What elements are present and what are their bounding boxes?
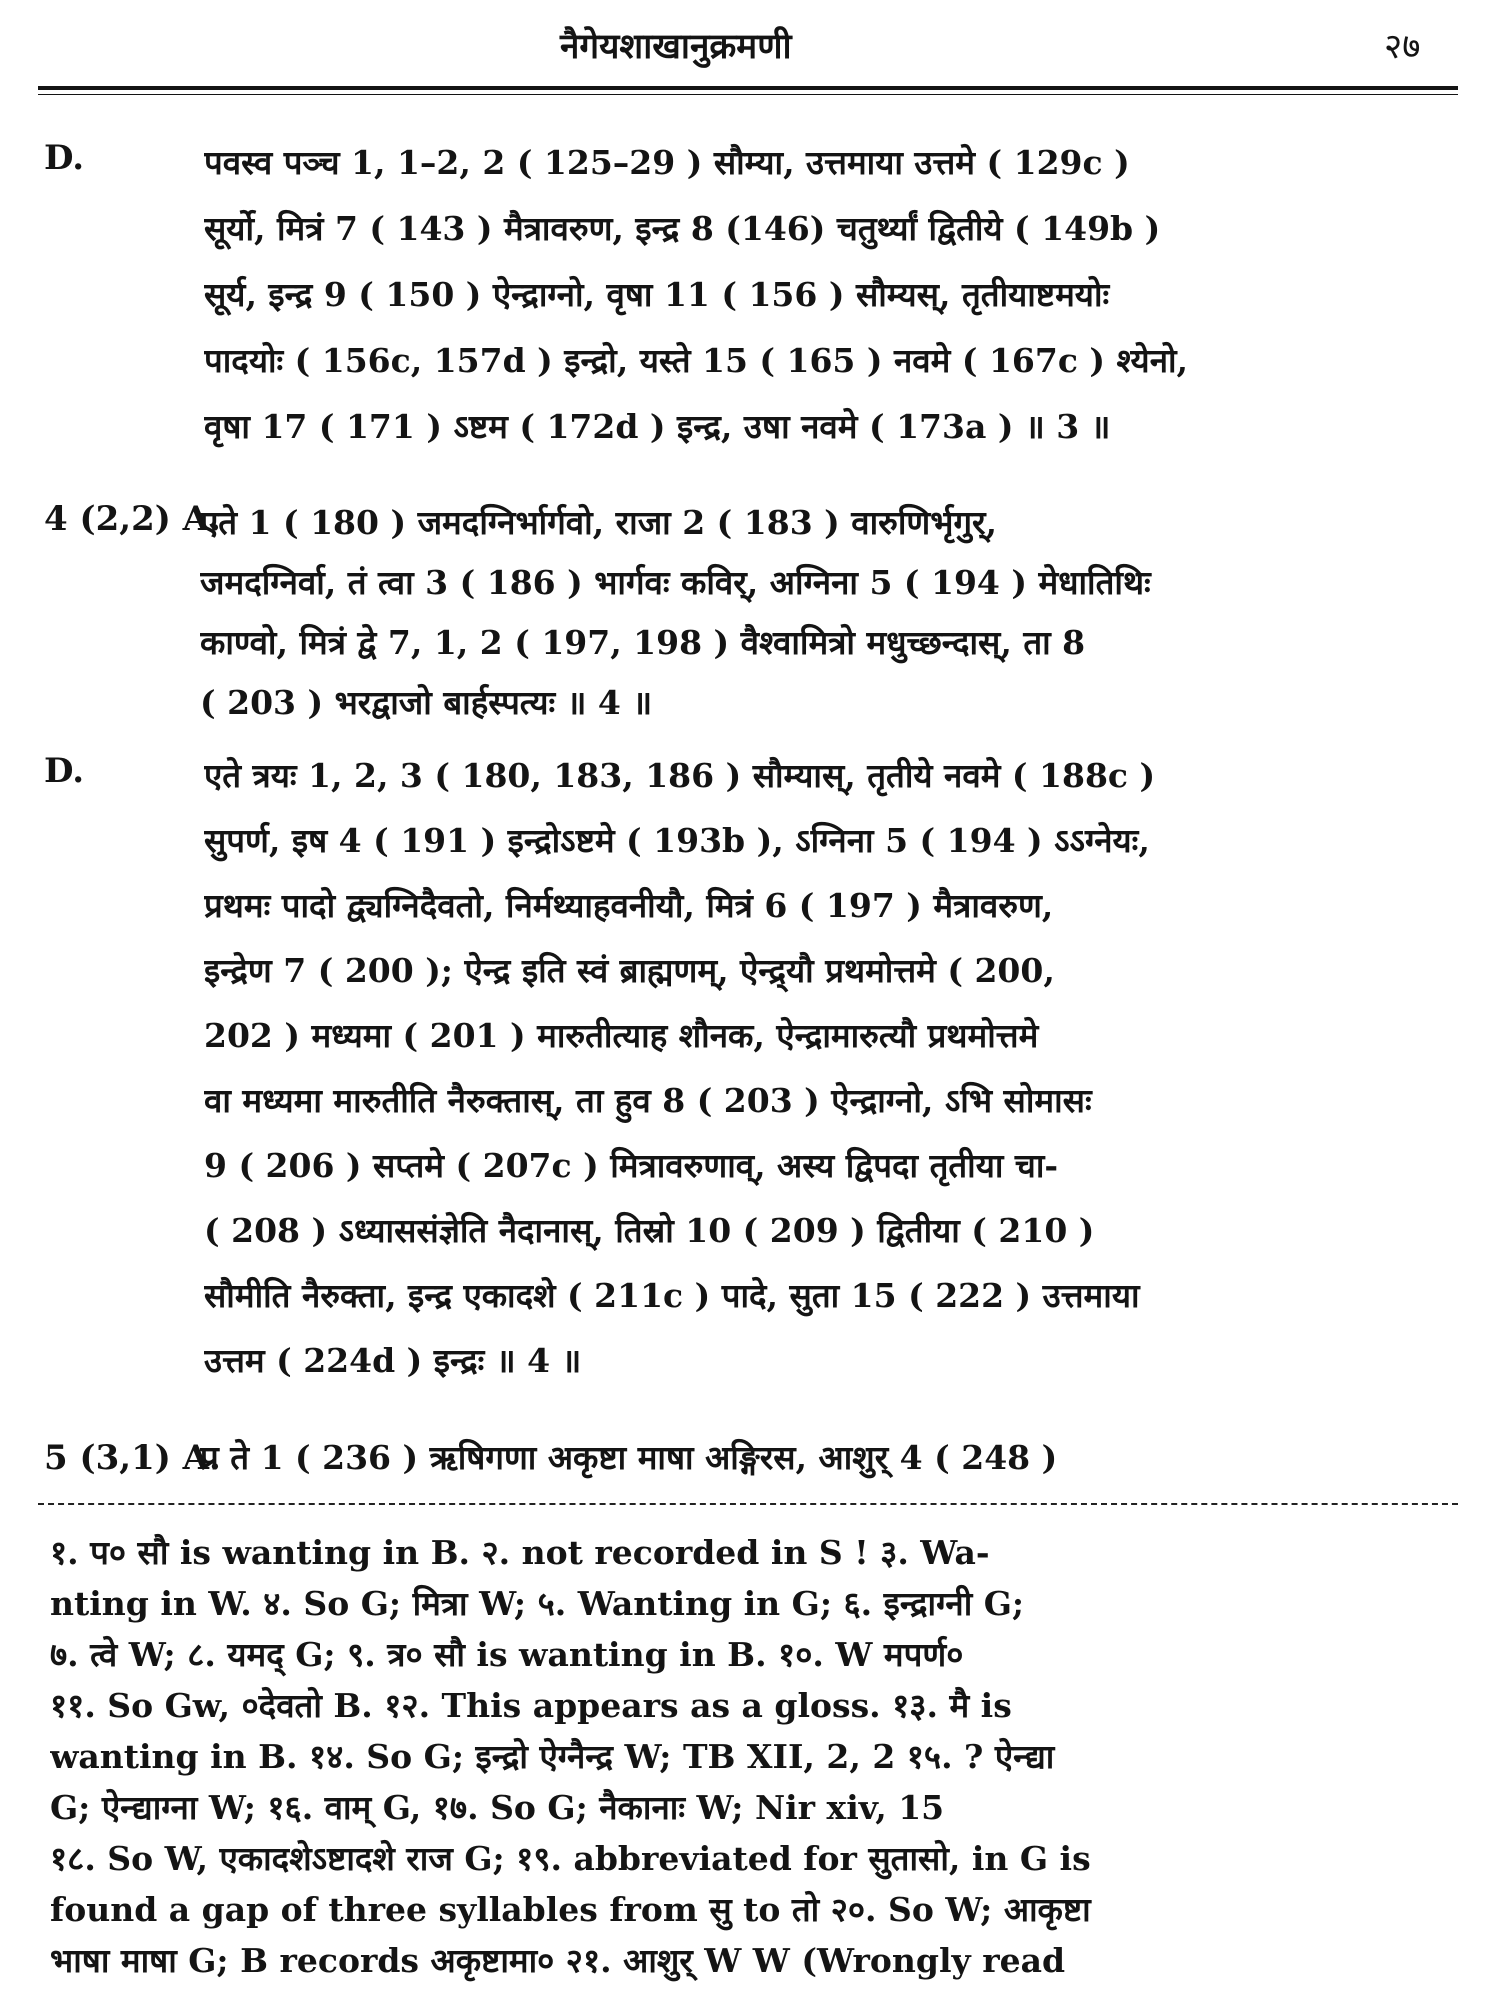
text-line: काण्वो, मित्रं द्वे 7, 1, 2 ( 197, 198 ) वैश्वामित्रो मधुच्छन्दास्, ता 8 <box>200 623 1086 662</box>
footnote-line: १. प० सौ is wanting in B. २. not recorded in S ! ३. Wa- <box>50 1533 990 1572</box>
text-line: इन्द्रेण 7 ( 200 ); ऐन्द्र इति स्वं ब्राह्मणम्, ऐन्द्र्यौ प्रथमोत्तमे ( 200, <box>204 951 1055 990</box>
footnote-line: ११. So Gw, ०देवतो B. १२. This appears as a gloss. १३. मै is <box>50 1686 1012 1725</box>
text-line: पवस्व पञ्च 1, 1–2, 2 ( 125–29 ) सौम्या, उत्तमाया उत्तमे ( 129c ) <box>204 143 1130 182</box>
text-line: 9 ( 206 ) सप्तमे ( 207c ) मित्रावरुणाव्, अस्य द्विपदा तृतीया चा- <box>204 1146 1059 1185</box>
text-line: सूर्य, इन्द्र 9 ( 150 ) ऐन्द्राग्नो, वृषा 11 ( 156 ) सौम्यस्, तृतीयाष्टमयोः <box>204 275 1110 314</box>
text-line: ( 203 ) भरद्वाजो बार्हस्पत्यः ॥ 4 ॥ <box>200 683 653 722</box>
text-line: उत्तम ( 224d ) इन्द्रः ॥ 4 ॥ <box>204 1341 582 1380</box>
entry-mark: 4 (2,2) A. <box>44 499 221 539</box>
text-line: सूर्यो, मित्रं 7 ( 143 ) मैत्रावरुण, इन्द्र 8 (146) चतुर्थ्यां द्वितीये ( 149b ) <box>204 209 1161 248</box>
entry-mark: D. <box>44 751 85 791</box>
text-line: पादयोः ( 156c, 157d ) इन्द्रो, यस्ते 15 ( 165 ) नवमे ( 167c ) श्येनो, <box>204 341 1189 380</box>
footnote-line: wanting in B. १४. So G; इन्द्रो ऐग्नैन्द्र W; TB XII, 2, 2 १५. ? ऐन्द्या <box>50 1737 1055 1776</box>
entry-body <box>200 493 1464 733</box>
page-number: २७ <box>1384 27 1421 67</box>
footnote-line: found a gap of three syllables from सु to तो २०. So W; आकृष्टा <box>50 1890 1091 1929</box>
footnote-line: G; ऐन्द्याग्ना W; १६. वाम् G, १७. So G; नैकानाः W; Nir xiv, 15 <box>50 1788 945 1827</box>
entry-body <box>204 743 1464 1393</box>
running-header <box>0 0 1500 80</box>
running-title: नैगेयशाखानुक्रमणी <box>560 26 792 67</box>
footnotes <box>50 1527 1460 1986</box>
footnote-line: भाषा माषा G; B records अकृष्टामा० २१. आशुर् W W (Wrongly read <box>50 1941 1066 1980</box>
footnote-line: १८. So W, एकादशेऽष्टादशे राज G; १९. abbreviated for सुतासो, in G is <box>50 1839 1091 1878</box>
text-line: जमदग्निर्वा, तं त्वा 3 ( 186 ) भार्गवः कविर्, अग्निना 5 ( 194 ) मेधातिथिः <box>200 563 1151 602</box>
footnote-separator <box>38 1503 1458 1506</box>
header-rule-thin <box>38 94 1458 95</box>
text-line: एते त्रयः 1, 2, 3 ( 180, 183, 186 ) सौम्यास्, तृतीये नवमे ( 188c ) <box>204 756 1156 795</box>
text-line: सौमीति नैरुक्ता, इन्द्र एकादशे ( 211c ) पादे, सुता 15 ( 222 ) उत्तमाया <box>204 1276 1140 1315</box>
entry-body <box>200 1430 1464 1486</box>
footnote-line: nting in W. ४. So G; मित्रा W; ५. Wanting in G; ६. इन्द्राग्नी G; <box>50 1584 1025 1623</box>
text-line: वा मध्यमा मारुतीति नैरुक्तास्, ता हुव 8 ( 203 ) ऐन्द्राग्नो, ऽभि सोमासः <box>204 1081 1092 1120</box>
footnote-line: ७. त्वे W; ८. यमद् G; ९. त्र० सौ is wanting in B. १०. W मपर्ण० <box>50 1635 964 1674</box>
text-line: ( 208 ) ऽध्याससंज्ञेति नैदानास्, तिस्रो 10 ( 209 ) द्वितीया ( 210 ) <box>204 1211 1095 1250</box>
text-line: वृषा 17 ( 171 ) ऽष्टम ( 172d ) इन्द्र, उषा नवमे ( 173a ) ॥ 3 ॥ <box>204 407 1111 446</box>
text-line: 202 ) मध्यमा ( 201 ) मारुतीत्याह शौनक, ऐन्द्रामारुत्यौ प्रथमोत्तमे <box>204 1016 1039 1055</box>
text-line: प्र ते 1 ( 236 ) ऋषिगणा अकृष्टा माषा अङ्गिरस, आशुर् 4 ( 248 ) <box>200 1438 1058 1477</box>
entry-body <box>204 130 1464 460</box>
text-line: एते 1 ( 180 ) जमदग्निर्भार्गवो, राजा 2 ( 183 ) वारुणिर्भृगुर्, <box>200 503 998 542</box>
text-line: प्रथमः पादो द्व्यग्निदैवतो, निर्मथ्याहवनीयौ, मित्रं 6 ( 197 ) मैत्रावरुण, <box>204 886 1054 925</box>
entry-mark: D. <box>44 138 85 178</box>
entry-mark: 5 (3,1) A. <box>44 1438 221 1478</box>
text-line: सुपर्ण, इष 4 ( 191 ) इन्द्रोऽष्टमे ( 193b ), ऽग्निना 5 ( 194 ) ऽऽग्नेयः, <box>204 821 1150 860</box>
header-rule <box>38 86 1458 90</box>
